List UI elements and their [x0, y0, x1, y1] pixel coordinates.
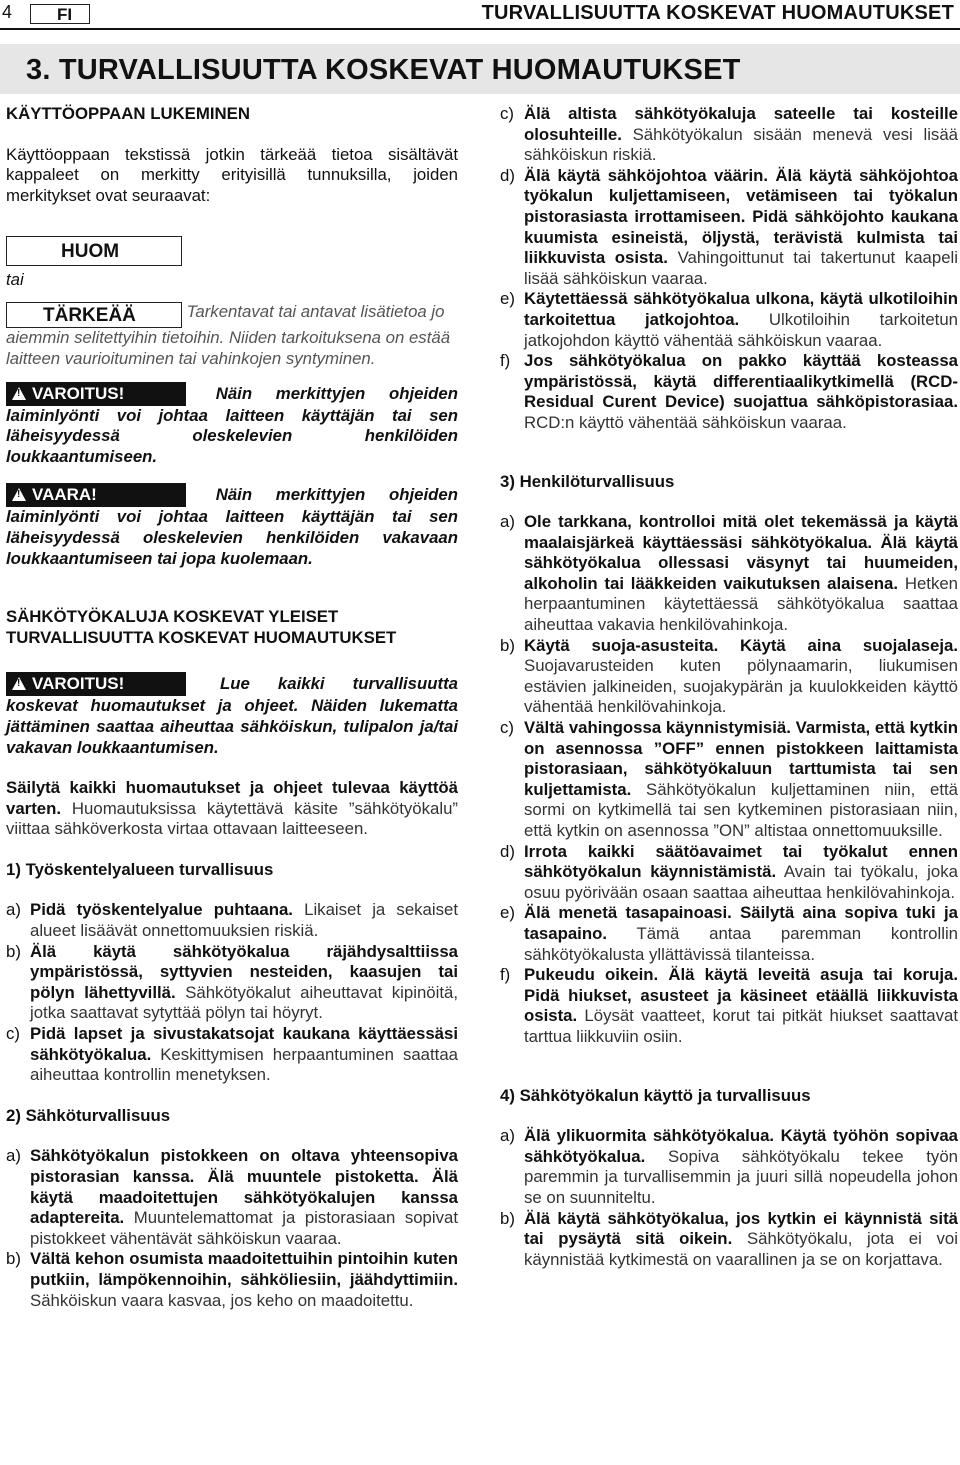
electrical-safety-list-cont	[500, 104, 958, 434]
vaara-text: Näin merkittyjen ohjeiden laiminlyönti voi johtaa laitteen käyttäjän tai sen läheisyydessä oleskelevien henkilöiden vakavaan loukkaantumiseen tai jopa kuolemaan.	[6, 485, 458, 568]
section-title-bar	[0, 44, 960, 94]
varoitus-block	[6, 382, 458, 468]
varoitus-label: VAROITUS!	[32, 383, 125, 403]
item-body: Suojavarusteiden kuten pölynaamarin, liukumisen estävien jalkineiden, suojakypärän ja kuulokkeiden käyttö vähentää henkilövahinkoja.	[524, 656, 958, 717]
item-label: f)	[500, 351, 511, 371]
item-label: d)	[500, 165, 515, 185]
item-bold: Älä menetä tasapainoasi. Säilytä aina sopiva tuki ja tasapaino.	[524, 903, 958, 943]
list-item	[500, 903, 958, 965]
item-text	[30, 1249, 458, 1311]
item-text	[30, 1024, 458, 1086]
item-text	[524, 1126, 958, 1208]
list-item	[500, 718, 958, 842]
item-bold: Älä käytä sähköjohtoa väärin. Älä käytä sähköjohtoa työkalun kuljettamiseen, vetämiseen tai työkalun pistorasiasta irrottamiseen. Pidä sähköjohto kaukana kuumista esineistä, öljystä, terävistä kulmista tai liikkuvista osista.	[524, 165, 958, 268]
left-column	[6, 104, 458, 1311]
tarkeaa-text: Tarkentavat tai antavat lisätietoa jo aiemmin selitettyihin tietoihin.	[6, 302, 445, 348]
list-item	[500, 965, 958, 1047]
list-item	[500, 1209, 958, 1271]
item-body: Sähkötyökalut aiheuttavat kipinöitä, jotka saattavat sytyttää pölyn tai höyryt.	[30, 982, 458, 1023]
personal-safety-list	[500, 512, 958, 1047]
list-item	[500, 636, 958, 718]
item-text	[524, 289, 958, 351]
item-label: f)	[500, 965, 511, 985]
varoitus2-text: Lue kaikki turvallisuutta koskevat huomautukset ja ohjeet.	[6, 674, 458, 716]
item-label: a)	[500, 512, 515, 532]
item-text	[524, 351, 958, 433]
list-item	[6, 942, 458, 1024]
item-text	[30, 942, 458, 1024]
intro-text: Käyttöoppaan tekstissä jotkin tärkeää tietoa sisältävät kappaleet on merkitty erityisillä tunnuksilla, joiden merkitykset ovat seuraavat:	[6, 144, 458, 205]
varoitus2-label: VAROITUS!	[32, 674, 125, 694]
save-instructions	[6, 778, 458, 840]
vaara-block	[6, 483, 458, 569]
header-title: TURVALLISUUTTA KOSKEVAT HUOMAUTUKSET	[481, 2, 954, 24]
item-body: Tämä antaa paremman kontrollin sähkötyökalusta yllättävissä tilanteissa.	[524, 923, 959, 964]
item-text	[524, 842, 958, 904]
list-item	[500, 842, 958, 904]
list-item	[6, 1249, 458, 1311]
work-area-heading: 1) Työskentelyalueen turvallisuus	[6, 859, 274, 879]
item-body: Keskittymisen herpaantuminen saattaa aiheuttaa kontrollin menetyksen.	[30, 1044, 458, 1085]
header-divider	[0, 28, 960, 30]
item-bold: Jos sähkötyökalua on pakko käyttää kosteassa ympäristössä, käytä differentiaalikytkimellä (RCD-Residual Curent Device) suojattua sähköpistorasiaa.	[524, 351, 958, 412]
item-text	[524, 1209, 958, 1271]
right-column	[500, 104, 958, 1270]
list-item	[500, 512, 958, 636]
varoitus2-text-2: Näiden lukematta jättäminen saattaa aiheuttaa sähköiskun, tulipalon ja/tai vakavan loukkaantumisen.	[6, 696, 458, 757]
item-text	[524, 718, 958, 842]
varoitus2-block	[6, 672, 458, 758]
item-text	[524, 512, 958, 636]
item-text	[524, 965, 958, 1047]
list-item	[500, 351, 958, 433]
item-body: Löysät vaatteet, korut tai pitkät hiukset saattavat tarttua liikkuviin osiin.	[524, 1006, 958, 1046]
item-bold: Käytä suoja-asusteita. Käytä aina suojalaseja.	[524, 635, 958, 655]
huom-label: HUOM	[6, 236, 182, 266]
item-label: d)	[500, 841, 515, 861]
item-body: Sähkötyökalun sisään menevä vesi lisää sähköiskun riskiä.	[524, 124, 958, 165]
tarkeaa-block	[6, 302, 458, 369]
item-body: Likaiset ja sekaiset alueet lisäävät onnettomuuksien riskiä.	[30, 900, 458, 941]
item-text	[524, 636, 958, 718]
item-body: Hetken herpaantuminen käytettäessä sähkötyökalua saattaa aiheuttaa vakavia henkilövahinkoja.	[524, 573, 958, 635]
warning-triangle-icon	[12, 387, 26, 400]
item-label: b)	[6, 1249, 21, 1269]
item-bold: Pidä työskentelyalue puhtaana.	[30, 900, 293, 920]
item-bold: Ole tarkkana, kontrolloi mitä olet tekemässä ja käytä maalaisjärkeä käyttäessäsi sähkötyökalua. Älä käytä sähkötyökalua ollessasi väsynyt tai huumeiden, alkoholin tai lääkkeiden vaikutuksen alaisena.	[524, 512, 958, 593]
item-label: a)	[6, 1146, 21, 1166]
item-text	[524, 166, 958, 290]
item-text	[30, 900, 458, 941]
item-text	[524, 903, 958, 965]
list-item	[6, 1146, 458, 1249]
item-bold: Pidä lapset ja sivustakatsojat kaukana käyttäessäsi sähkötyökalua.	[30, 1024, 458, 1064]
item-label: b)	[6, 941, 21, 961]
warning-triangle-icon	[12, 488, 26, 501]
list-item	[500, 289, 958, 351]
general-safety-heading: SÄHKÖTYÖKALUJA KOSKEVAT YLEISET TURVALLISUUTTA KOSKEVAT HUOMAUTUKSET	[6, 607, 397, 647]
item-bold: Älä käytä sähkötyökalua räjähdysalttiissa ympäristössä, syttyvien nesteiden, kaasujen tai pölyn lähettyvillä.	[30, 941, 458, 1002]
item-label: c)	[6, 1024, 20, 1044]
huom-block	[6, 236, 458, 290]
item-body: Sähkötyökalu, jota ei voi käynnistää kytkimestä on vaarallinen ja se on korjattava.	[524, 1229, 958, 1269]
tai-text: tai	[6, 270, 24, 290]
electrical-safety-list	[6, 1146, 458, 1311]
item-body: RCD:n käyttö vähentää sähköiskun vaaraa.	[524, 412, 847, 432]
item-bold: Käytettäessä sähkötyökalua ulkona, käytä ulkotiloihin tarkoitettua jatkojohtoa.	[524, 289, 958, 329]
item-label: b)	[500, 1208, 515, 1228]
item-text	[524, 104, 958, 166]
save-instructions-bold: Säilytä kaikki huomautukset ja ohjeet tulevaa käyttöä varten.	[6, 778, 458, 818]
item-body: Muuntelemattomat ja pistorasiaan sopivat pistokkeet vähentävät sähköiskun vaaraa.	[30, 1208, 458, 1248]
varoitus2-badge	[6, 672, 186, 696]
varoitus-badge	[6, 382, 186, 406]
item-bold: Älä ylikuormita sähkötyökalua. Käytä työhön sopivaa sähkötyökalua.	[524, 1126, 958, 1166]
work-area-list	[6, 900, 458, 1085]
item-body: Avain tai työkalu, joka osuu pyörivään osaan saattaa aiheuttaa henkilövahinkoja.	[524, 862, 958, 902]
list-item	[6, 1024, 458, 1086]
tool-use-list	[500, 1126, 958, 1270]
language-badge: FI	[30, 4, 90, 24]
item-bold: Vältä kehon osumista maadoitettuihin pintoihin kuten putkiin, lämpökennoihin, sähköliesiin, jäähdyttimiin.	[30, 1249, 458, 1289]
list-item	[500, 1126, 958, 1208]
vaara-badge	[6, 483, 186, 507]
item-bold: Sähkötyökalun pistokkeen on oltava yhteensopiva pistorasian kanssa. Älä muuntele pistoketta. Älä käytä maadoitettujen sähkötyökalujen kanssa adaptereita.	[30, 1146, 458, 1228]
item-body: Ulkotiloihin tarkoitetun jatkojohdon käyttö vähentää sähköiskun vaaraa.	[524, 309, 958, 350]
tarkeaa-text-2: Niiden tarkoituksena on estää laitteen vaurioituminen tai vahinkojen syntyminen.	[6, 328, 451, 368]
vaara-label: VAARA!	[32, 485, 97, 505]
item-label: e)	[500, 903, 515, 923]
page-header	[0, 0, 960, 30]
item-label: c)	[500, 718, 514, 738]
list-item	[500, 104, 958, 166]
electrical-safety-heading: 2) Sähköturvallisuus	[6, 1105, 171, 1125]
page-number: 4	[2, 2, 13, 22]
item-label: a)	[6, 900, 21, 920]
item-bold: Älä käytä sähkötyökalua, jos kytkin ei käynnistä sitä tai pysäytä sitä oikein.	[524, 1208, 958, 1249]
varoitus-text: Näin merkittyjen ohjeiden laiminlyönti voi johtaa laitteen käyttäjän tai sen läheisyydessä oleskelevien henkilöiden loukkaantumiseen.	[6, 383, 458, 466]
list-item	[6, 900, 458, 941]
item-label: e)	[500, 289, 515, 309]
tool-use-heading: 4) Sähkötyökalun käyttö ja turvallisuus	[500, 1085, 811, 1105]
item-bold: Vältä vahingossa käynnistymisiä. Varmista, että kytkin on asennossa ”OFF” ennen pistokkeen laittamista pistorasiaan, sähkötyökaluun tarttumista tai sen kuljettamista.	[524, 718, 958, 799]
tarkeaa-label: TÄRKEÄÄ	[6, 302, 182, 328]
reading-manual-heading: KÄYTTÖOPPAAN LUKEMINEN	[6, 104, 250, 123]
item-bold: Irrota kaikki säätöavaimet tai työkalut ennen sähkötyökalun käynnistämistä.	[524, 841, 958, 882]
personal-safety-heading: 3) Henkilöturvallisuus	[500, 471, 675, 491]
item-body: Vahingoittunut tai takertunut kaapeli lisää sähköiskun vaaraa.	[524, 248, 958, 288]
item-body: Sähköiskun vaara kasvaa, jos keho on maadoitettu.	[30, 1290, 414, 1310]
section-title: 3. TURVALLISUUTTA KOSKEVAT HUOMAUTUKSET	[26, 54, 741, 86]
item-label: c)	[500, 104, 514, 123]
item-bold: Älä altista sähkötyökaluja sateelle tai kosteille olosuhteille.	[524, 104, 958, 144]
warning-triangle-icon	[12, 677, 26, 690]
list-item	[500, 166, 958, 290]
item-bold: Pukeudu oikein. Älä käytä leveitä asuja tai koruja. Pidä hiukset, asusteet ja käsineet etäällä liikkuvista osista.	[524, 965, 958, 1026]
save-instructions-text: Huomautuksissa käytettävä käsite ”sähkötyökalu” viittaa sähköverkosta virtaa ottavaan laitteeseen.	[6, 798, 458, 839]
item-text	[30, 1146, 458, 1249]
item-label: b)	[500, 635, 515, 655]
item-body: Sopiva sähkötyökalu tekee työn paremmin ja turvallisemmin ja juuri sillä nopeudella johon se on suunniteltu.	[524, 1146, 958, 1207]
item-body: Sähkötyökalun kuljettaminen niin, että sormi on kytkimellä tai sen kytkeminen pistorasiaan niin, että kytkin on asennossa ”ON” altistaa onnettomuuksille.	[524, 779, 958, 840]
item-label: a)	[500, 1126, 515, 1146]
